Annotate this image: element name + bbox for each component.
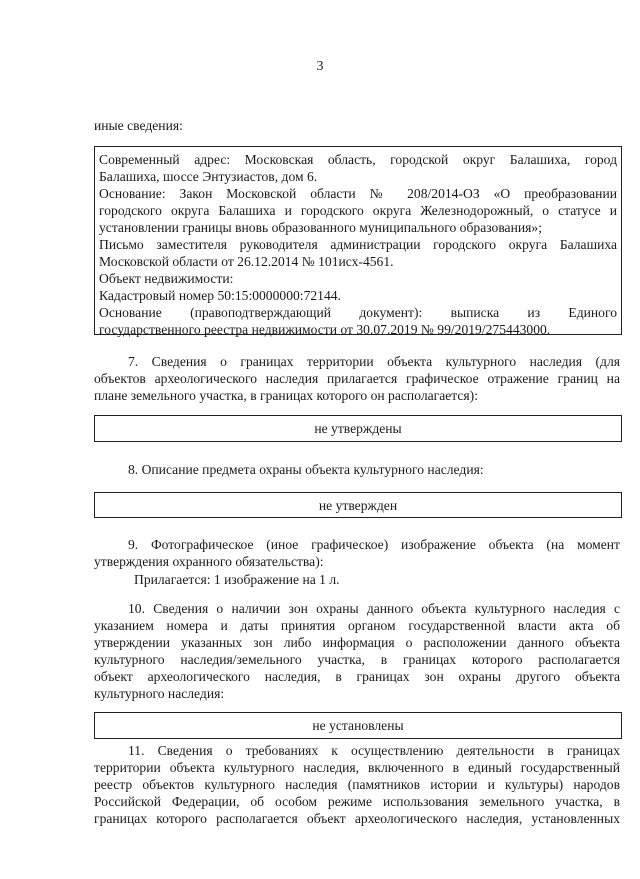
info-line: Основание (правоподтверждающий документ): выписка из Единого [99, 305, 617, 320]
info-line: Основание: Закон Московской области № 208/2014-ОЗ «О преобразовании [99, 186, 617, 201]
section-11-line: территории объекта культурного наследия, включенного в единый государственный [94, 760, 620, 775]
section-10-line: 10. Сведения о наличии зон охраны данного объекта культурного наследия с [128, 601, 620, 616]
section-11-line: 11. Сведения о требованиях к осуществлению деятельности в границах [128, 743, 620, 758]
section-7-status-box [94, 415, 622, 442]
info-box-content [95, 147, 621, 340]
section-7-text [94, 353, 620, 404]
section-11-line: Российской Федерации, об особом режиме использования земельного участка, в [94, 794, 620, 809]
info-line: городского округа Балашиха и городского округа Железнодорожный, о статусе и [99, 203, 617, 218]
page-number: 3 [316, 59, 324, 74]
section-10-status: не установлены [312, 718, 404, 733]
info-line: Московской области от 26.12.2014 № 101исх-4561. [99, 254, 394, 269]
info-line: государственного реестра недвижимости от 30.07.2019 № 99/2019/275443000. [99, 322, 551, 337]
section-10-line: культурного наследия/земельного участка, в границах которого располагается [94, 652, 620, 667]
section-7-status: не утверждены [314, 421, 402, 436]
section-9-line: 9. Фотографическое (иное графическое) изображение объекта (на момент [128, 537, 620, 552]
section-7-line: плане земельного участка, в границах которого он располагается): [94, 388, 478, 403]
section-9-attachment: Прилагается: 1 изображение на 1 л. [134, 572, 340, 587]
section-10-line: утверждении указанных зон либо информация о расположении данного объекта [94, 635, 620, 650]
section-7-line: 7. Сведения о границах территории объекта культурного наследия (для [128, 354, 620, 369]
section-10-status-box [94, 712, 622, 739]
section-10-line: указанием номера и даты принятия органом государственной власти акта об [94, 618, 620, 633]
info-line: установлении границы вновь образованного муниципального образования»; [99, 220, 542, 235]
info-line: Кадастровый номер 50:15:0000000:72144. [99, 288, 341, 303]
section-9-text [94, 536, 620, 570]
info-line: Объект недвижимости: [99, 271, 234, 286]
section-8-text: 8. Описание предмета охраны объекта культурного наследия: [128, 462, 484, 477]
section-11-line: границах которого располагается объект археологического наследия, установленных [94, 811, 620, 826]
section-10-line: культурного наследия: [94, 686, 225, 701]
section-8-status-box [94, 492, 622, 518]
section-11-text [94, 742, 620, 827]
section-9-line: утверждения охранного обязательства): [94, 554, 324, 569]
section-10-text [94, 600, 620, 702]
info-line: Балашиха, шоссе Энтузиастов, дом 6. [99, 169, 318, 184]
info-line: Современный адрес: Московская область, городской округ Балашиха, город [99, 152, 617, 167]
info-box [94, 146, 622, 335]
section-10-line: объект археологического наследия, в границах зон охраны другого объекта [94, 669, 620, 684]
info-line: Письмо заместителя руководителя администрации городского округа Балашиха [99, 237, 617, 252]
section-11-line: реестр объектов культурного наследия (памятников истории и культуры) народов [94, 777, 620, 792]
other-info-label: иные сведения: [94, 118, 183, 133]
section-7-line: объектов археологического наследия прилагается графическое отражение границ на [94, 371, 620, 386]
section-8-status: не утвержден [318, 497, 398, 513]
